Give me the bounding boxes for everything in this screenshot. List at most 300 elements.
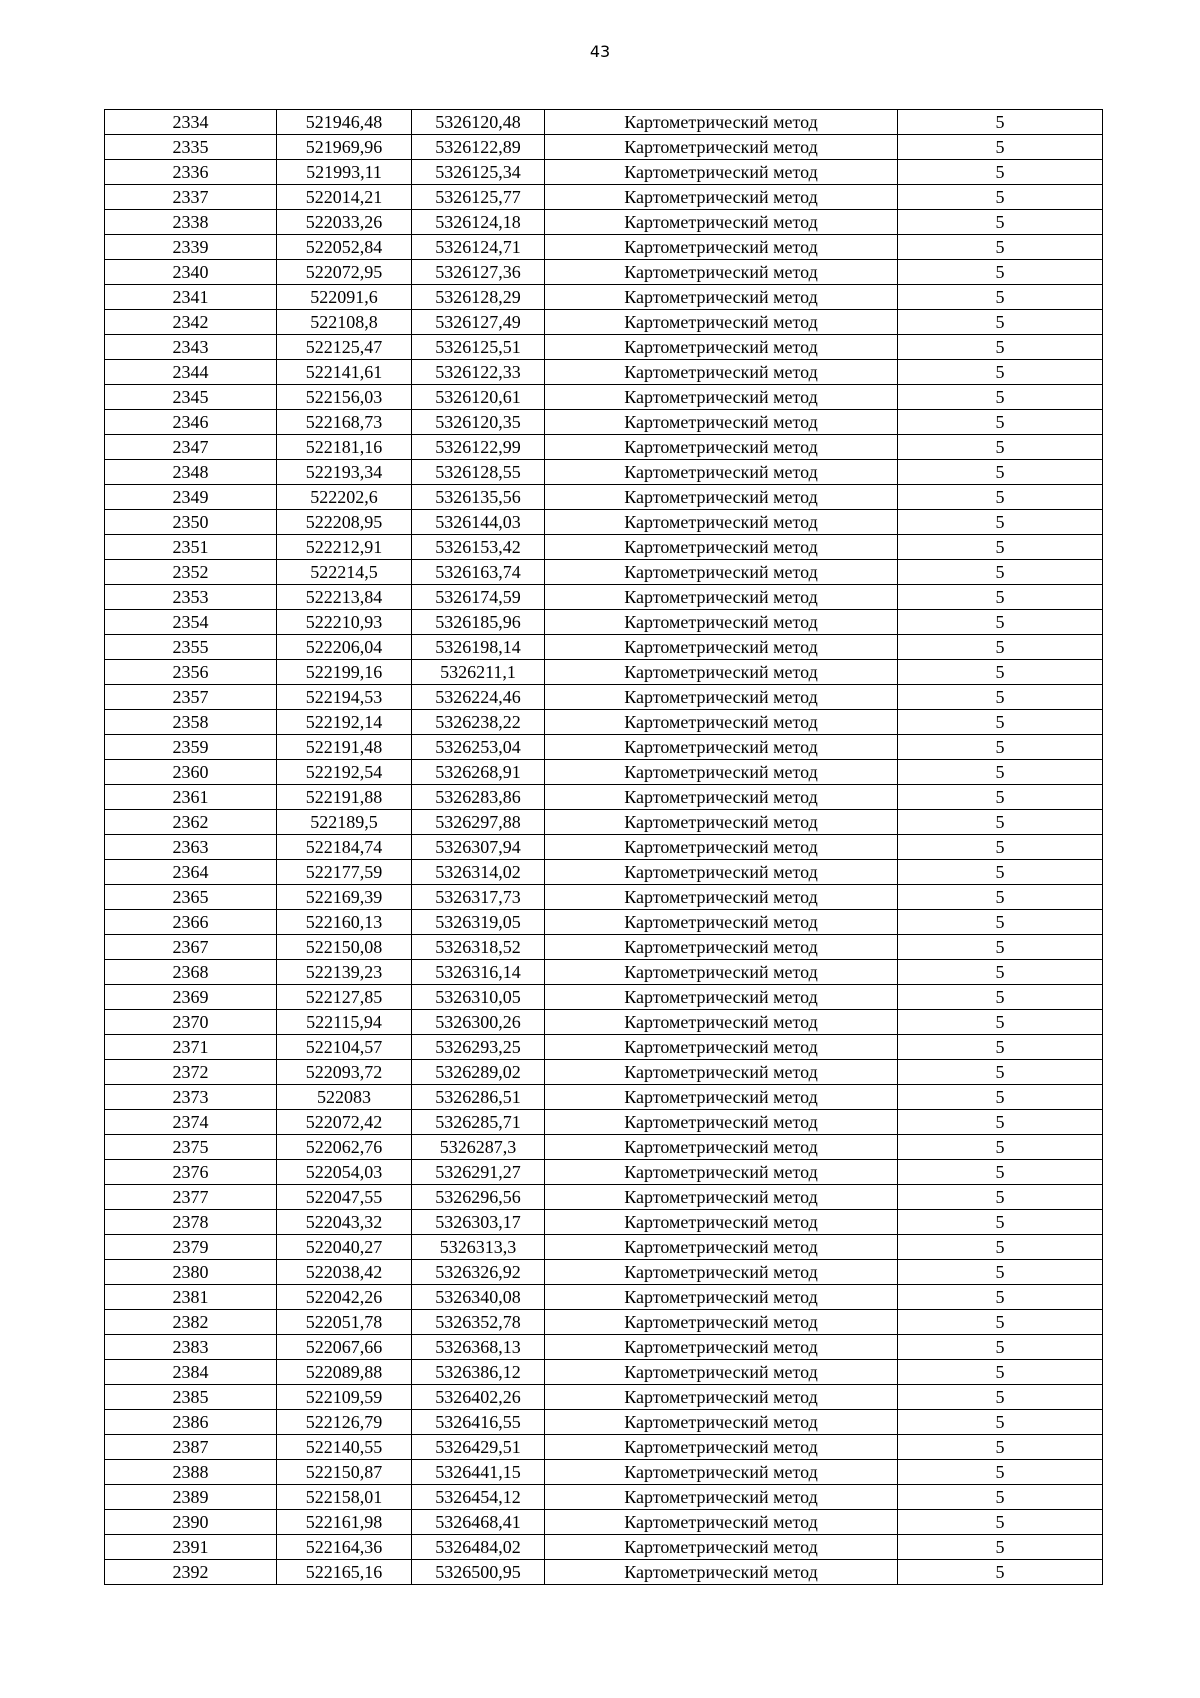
table-row xyxy=(105,1035,1103,1060)
y-coordinate-cell: 5326211,1 xyxy=(412,660,545,685)
method-cell: Картометрический метод xyxy=(545,785,898,810)
method-cell: Картометрический метод xyxy=(545,385,898,410)
y-coordinate-cell: 5326291,27 xyxy=(412,1160,545,1185)
point-number-cell: 2385 xyxy=(105,1385,277,1410)
x-coordinate-cell: 521993,11 xyxy=(277,160,412,185)
point-number-cell: 2334 xyxy=(105,110,277,135)
point-number-cell: 2379 xyxy=(105,1235,277,1260)
accuracy-cell: 5 xyxy=(898,585,1103,610)
point-number-cell: 2384 xyxy=(105,1360,277,1385)
table-row xyxy=(105,885,1103,910)
point-number-cell: 2337 xyxy=(105,185,277,210)
accuracy-cell: 5 xyxy=(898,1160,1103,1185)
table-row xyxy=(105,1410,1103,1435)
accuracy-cell: 5 xyxy=(898,760,1103,785)
x-coordinate-cell: 522089,88 xyxy=(277,1360,412,1385)
method-cell: Картометрический метод xyxy=(545,1335,898,1360)
method-cell: Картометрический метод xyxy=(545,985,898,1010)
y-coordinate-cell: 5326122,99 xyxy=(412,435,545,460)
x-coordinate-cell: 522072,42 xyxy=(277,1110,412,1135)
point-number-cell: 2346 xyxy=(105,410,277,435)
x-coordinate-cell: 522038,42 xyxy=(277,1260,412,1285)
point-number-cell: 2377 xyxy=(105,1185,277,1210)
x-coordinate-cell: 522189,5 xyxy=(277,810,412,835)
accuracy-cell: 5 xyxy=(898,160,1103,185)
y-coordinate-cell: 5326429,51 xyxy=(412,1435,545,1460)
accuracy-cell: 5 xyxy=(898,1510,1103,1535)
x-coordinate-cell: 522125,47 xyxy=(277,335,412,360)
y-coordinate-cell: 5326484,02 xyxy=(412,1535,545,1560)
accuracy-cell: 5 xyxy=(898,710,1103,735)
point-number-cell: 2343 xyxy=(105,335,277,360)
point-number-cell: 2361 xyxy=(105,785,277,810)
method-cell: Картометрический метод xyxy=(545,585,898,610)
accuracy-cell: 5 xyxy=(898,410,1103,435)
accuracy-cell: 5 xyxy=(898,735,1103,760)
accuracy-cell: 5 xyxy=(898,510,1103,535)
method-cell: Картометрический метод xyxy=(545,1010,898,1035)
method-cell: Картометрический метод xyxy=(545,1085,898,1110)
method-cell: Картометрический метод xyxy=(545,1060,898,1085)
y-coordinate-cell: 5326268,91 xyxy=(412,760,545,785)
table-row xyxy=(105,185,1103,210)
point-number-cell: 2363 xyxy=(105,835,277,860)
table-row xyxy=(105,1510,1103,1535)
method-cell: Картометрический метод xyxy=(545,710,898,735)
method-cell: Картометрический метод xyxy=(545,610,898,635)
y-coordinate-cell: 5326122,33 xyxy=(412,360,545,385)
coordinates-table-body xyxy=(105,110,1103,1585)
accuracy-cell: 5 xyxy=(898,1535,1103,1560)
y-coordinate-cell: 5326128,29 xyxy=(412,285,545,310)
point-number-cell: 2371 xyxy=(105,1035,277,1060)
table-row xyxy=(105,160,1103,185)
method-cell: Картометрический метод xyxy=(545,660,898,685)
y-coordinate-cell: 5326416,55 xyxy=(412,1410,545,1435)
y-coordinate-cell: 5326285,71 xyxy=(412,1110,545,1135)
y-coordinate-cell: 5326500,95 xyxy=(412,1560,545,1585)
method-cell: Картометрический метод xyxy=(545,535,898,560)
point-number-cell: 2362 xyxy=(105,810,277,835)
table-row xyxy=(105,810,1103,835)
point-number-cell: 2391 xyxy=(105,1535,277,1560)
x-coordinate-cell: 522093,72 xyxy=(277,1060,412,1085)
accuracy-cell: 5 xyxy=(898,385,1103,410)
accuracy-cell: 5 xyxy=(898,910,1103,935)
method-cell: Картометрический метод xyxy=(545,260,898,285)
x-coordinate-cell: 522212,91 xyxy=(277,535,412,560)
y-coordinate-cell: 5326307,94 xyxy=(412,835,545,860)
table-row xyxy=(105,660,1103,685)
x-coordinate-cell: 522168,73 xyxy=(277,410,412,435)
x-coordinate-cell: 522047,55 xyxy=(277,1185,412,1210)
point-number-cell: 2354 xyxy=(105,610,277,635)
accuracy-cell: 5 xyxy=(898,985,1103,1010)
y-coordinate-cell: 5326124,71 xyxy=(412,235,545,260)
table-row xyxy=(105,985,1103,1010)
x-coordinate-cell: 522091,6 xyxy=(277,285,412,310)
table-row xyxy=(105,785,1103,810)
x-coordinate-cell: 522139,23 xyxy=(277,960,412,985)
table-row xyxy=(105,1135,1103,1160)
table-row xyxy=(105,960,1103,985)
y-coordinate-cell: 5326238,22 xyxy=(412,710,545,735)
method-cell: Картометрический метод xyxy=(545,1285,898,1310)
point-number-cell: 2365 xyxy=(105,885,277,910)
y-coordinate-cell: 5326296,56 xyxy=(412,1185,545,1210)
y-coordinate-cell: 5326125,34 xyxy=(412,160,545,185)
x-coordinate-cell: 522126,79 xyxy=(277,1410,412,1435)
x-coordinate-cell: 522014,21 xyxy=(277,185,412,210)
y-coordinate-cell: 5326286,51 xyxy=(412,1085,545,1110)
accuracy-cell: 5 xyxy=(898,1335,1103,1360)
x-coordinate-cell: 522051,78 xyxy=(277,1310,412,1335)
accuracy-cell: 5 xyxy=(898,635,1103,660)
accuracy-cell: 5 xyxy=(898,1135,1103,1160)
table-row xyxy=(105,1060,1103,1085)
point-number-cell: 2351 xyxy=(105,535,277,560)
point-number-cell: 2358 xyxy=(105,710,277,735)
accuracy-cell: 5 xyxy=(898,1485,1103,1510)
x-coordinate-cell: 522033,26 xyxy=(277,210,412,235)
accuracy-cell: 5 xyxy=(898,535,1103,560)
accuracy-cell: 5 xyxy=(898,235,1103,260)
x-coordinate-cell: 522141,61 xyxy=(277,360,412,385)
method-cell: Картометрический метод xyxy=(545,835,898,860)
y-coordinate-cell: 5326124,18 xyxy=(412,210,545,235)
point-number-cell: 2387 xyxy=(105,1435,277,1460)
y-coordinate-cell: 5326317,73 xyxy=(412,885,545,910)
point-number-cell: 2352 xyxy=(105,560,277,585)
y-coordinate-cell: 5326127,49 xyxy=(412,310,545,335)
x-coordinate-cell: 522150,08 xyxy=(277,935,412,960)
x-coordinate-cell: 522210,93 xyxy=(277,610,412,635)
accuracy-cell: 5 xyxy=(898,1185,1103,1210)
x-coordinate-cell: 522202,6 xyxy=(277,485,412,510)
table-row xyxy=(105,460,1103,485)
y-coordinate-cell: 5326185,96 xyxy=(412,610,545,635)
table-row xyxy=(105,1335,1103,1360)
method-cell: Картометрический метод xyxy=(545,185,898,210)
point-number-cell: 2356 xyxy=(105,660,277,685)
table-row xyxy=(105,335,1103,360)
y-coordinate-cell: 5326125,77 xyxy=(412,185,545,210)
x-coordinate-cell: 522127,85 xyxy=(277,985,412,1010)
accuracy-cell: 5 xyxy=(898,1260,1103,1285)
table-row xyxy=(105,210,1103,235)
x-coordinate-cell: 522181,16 xyxy=(277,435,412,460)
accuracy-cell: 5 xyxy=(898,360,1103,385)
accuracy-cell: 5 xyxy=(898,935,1103,960)
page-number: 43 xyxy=(589,42,611,61)
table-row xyxy=(105,1485,1103,1510)
accuracy-cell: 5 xyxy=(898,110,1103,135)
table-row xyxy=(105,1535,1103,1560)
y-coordinate-cell: 5326314,02 xyxy=(412,860,545,885)
method-cell: Картометрический метод xyxy=(545,1235,898,1260)
y-coordinate-cell: 5326144,03 xyxy=(412,510,545,535)
y-coordinate-cell: 5326368,13 xyxy=(412,1335,545,1360)
y-coordinate-cell: 5326310,05 xyxy=(412,985,545,1010)
table-row xyxy=(105,285,1103,310)
accuracy-cell: 5 xyxy=(898,185,1103,210)
method-cell: Картометрический метод xyxy=(545,1385,898,1410)
accuracy-cell: 5 xyxy=(898,1235,1103,1260)
method-cell: Картометрический метод xyxy=(545,685,898,710)
x-coordinate-cell: 522208,95 xyxy=(277,510,412,535)
accuracy-cell: 5 xyxy=(898,1560,1103,1585)
point-number-cell: 2370 xyxy=(105,1010,277,1035)
accuracy-cell: 5 xyxy=(898,460,1103,485)
y-coordinate-cell: 5326326,92 xyxy=(412,1260,545,1285)
method-cell: Картометрический метод xyxy=(545,1410,898,1435)
x-coordinate-cell: 522213,84 xyxy=(277,585,412,610)
table-row xyxy=(105,360,1103,385)
accuracy-cell: 5 xyxy=(898,1460,1103,1485)
x-coordinate-cell: 521946,48 xyxy=(277,110,412,135)
x-coordinate-cell: 522191,88 xyxy=(277,785,412,810)
x-coordinate-cell: 522191,48 xyxy=(277,735,412,760)
accuracy-cell: 5 xyxy=(898,685,1103,710)
method-cell: Картометрический метод xyxy=(545,485,898,510)
point-number-cell: 2359 xyxy=(105,735,277,760)
method-cell: Картометрический метод xyxy=(545,885,898,910)
x-coordinate-cell: 522109,59 xyxy=(277,1385,412,1410)
y-coordinate-cell: 5326402,26 xyxy=(412,1385,545,1410)
point-number-cell: 2336 xyxy=(105,160,277,185)
y-coordinate-cell: 5326120,48 xyxy=(412,110,545,135)
x-coordinate-cell: 522160,13 xyxy=(277,910,412,935)
point-number-cell: 2390 xyxy=(105,1510,277,1535)
table-row xyxy=(105,135,1103,160)
point-number-cell: 2368 xyxy=(105,960,277,985)
point-number-cell: 2360 xyxy=(105,760,277,785)
y-coordinate-cell: 5326135,56 xyxy=(412,485,545,510)
accuracy-cell: 5 xyxy=(898,260,1103,285)
method-cell: Картометрический метод xyxy=(545,435,898,460)
y-coordinate-cell: 5326316,14 xyxy=(412,960,545,985)
x-coordinate-cell: 522161,98 xyxy=(277,1510,412,1535)
point-number-cell: 2376 xyxy=(105,1160,277,1185)
table-row xyxy=(105,535,1103,560)
x-coordinate-cell: 522199,16 xyxy=(277,660,412,685)
method-cell: Картометрический метод xyxy=(545,760,898,785)
method-cell: Картометрический метод xyxy=(545,1535,898,1560)
table-row xyxy=(105,935,1103,960)
table-row xyxy=(105,635,1103,660)
x-coordinate-cell: 522067,66 xyxy=(277,1335,412,1360)
x-coordinate-cell: 522104,57 xyxy=(277,1035,412,1060)
accuracy-cell: 5 xyxy=(898,335,1103,360)
y-coordinate-cell: 5326297,88 xyxy=(412,810,545,835)
point-number-cell: 2388 xyxy=(105,1460,277,1485)
method-cell: Картометрический метод xyxy=(545,1435,898,1460)
x-coordinate-cell: 522115,94 xyxy=(277,1010,412,1035)
table-row xyxy=(105,410,1103,435)
table-row xyxy=(105,1435,1103,1460)
accuracy-cell: 5 xyxy=(898,1060,1103,1085)
y-coordinate-cell: 5326300,26 xyxy=(412,1010,545,1035)
y-coordinate-cell: 5326125,51 xyxy=(412,335,545,360)
accuracy-cell: 5 xyxy=(898,1110,1103,1135)
x-coordinate-cell: 522214,5 xyxy=(277,560,412,585)
method-cell: Картометрический метод xyxy=(545,335,898,360)
x-coordinate-cell: 521969,96 xyxy=(277,135,412,160)
point-number-cell: 2347 xyxy=(105,435,277,460)
accuracy-cell: 5 xyxy=(898,435,1103,460)
point-number-cell: 2382 xyxy=(105,1310,277,1335)
y-coordinate-cell: 5326386,12 xyxy=(412,1360,545,1385)
y-coordinate-cell: 5326120,61 xyxy=(412,385,545,410)
x-coordinate-cell: 522193,34 xyxy=(277,460,412,485)
point-number-cell: 2348 xyxy=(105,460,277,485)
accuracy-cell: 5 xyxy=(898,560,1103,585)
point-number-cell: 2341 xyxy=(105,285,277,310)
method-cell: Картометрический метод xyxy=(545,1260,898,1285)
table-row xyxy=(105,1260,1103,1285)
point-number-cell: 2339 xyxy=(105,235,277,260)
point-number-cell: 2355 xyxy=(105,635,277,660)
x-coordinate-cell: 522052,84 xyxy=(277,235,412,260)
x-coordinate-cell: 522040,27 xyxy=(277,1235,412,1260)
accuracy-cell: 5 xyxy=(898,660,1103,685)
point-number-cell: 2364 xyxy=(105,860,277,885)
y-coordinate-cell: 5326198,14 xyxy=(412,635,545,660)
x-coordinate-cell: 522083 xyxy=(277,1085,412,1110)
x-coordinate-cell: 522165,16 xyxy=(277,1560,412,1585)
x-coordinate-cell: 522192,14 xyxy=(277,710,412,735)
x-coordinate-cell: 522150,87 xyxy=(277,1460,412,1485)
table-row xyxy=(105,610,1103,635)
method-cell: Картометрический метод xyxy=(545,360,898,385)
y-coordinate-cell: 5326318,52 xyxy=(412,935,545,960)
table-row xyxy=(105,1385,1103,1410)
accuracy-cell: 5 xyxy=(898,1010,1103,1035)
x-coordinate-cell: 522164,36 xyxy=(277,1535,412,1560)
table-row xyxy=(105,110,1103,135)
accuracy-cell: 5 xyxy=(898,210,1103,235)
point-number-cell: 2367 xyxy=(105,935,277,960)
point-number-cell: 2374 xyxy=(105,1110,277,1135)
table-row xyxy=(105,735,1103,760)
x-coordinate-cell: 522177,59 xyxy=(277,860,412,885)
method-cell: Картометрический метод xyxy=(545,635,898,660)
x-coordinate-cell: 522169,39 xyxy=(277,885,412,910)
x-coordinate-cell: 522054,03 xyxy=(277,1160,412,1185)
accuracy-cell: 5 xyxy=(898,1385,1103,1410)
y-coordinate-cell: 5326287,3 xyxy=(412,1135,545,1160)
method-cell: Картометрический метод xyxy=(545,935,898,960)
accuracy-cell: 5 xyxy=(898,835,1103,860)
x-coordinate-cell: 522072,95 xyxy=(277,260,412,285)
x-coordinate-cell: 522158,01 xyxy=(277,1485,412,1510)
y-coordinate-cell: 5326293,25 xyxy=(412,1035,545,1060)
method-cell: Картометрический метод xyxy=(545,1210,898,1235)
table-row xyxy=(105,1185,1103,1210)
method-cell: Картометрический метод xyxy=(545,960,898,985)
point-number-cell: 2340 xyxy=(105,260,277,285)
point-number-cell: 2342 xyxy=(105,310,277,335)
accuracy-cell: 5 xyxy=(898,1285,1103,1310)
method-cell: Картометрический метод xyxy=(545,860,898,885)
table-row xyxy=(105,860,1103,885)
accuracy-cell: 5 xyxy=(898,1435,1103,1460)
y-coordinate-cell: 5326340,08 xyxy=(412,1285,545,1310)
method-cell: Картометрический метод xyxy=(545,1135,898,1160)
accuracy-cell: 5 xyxy=(898,285,1103,310)
method-cell: Картометрический метод xyxy=(545,1310,898,1335)
method-cell: Картометрический метод xyxy=(545,510,898,535)
table-row xyxy=(105,685,1103,710)
method-cell: Картометрический метод xyxy=(545,235,898,260)
table-row xyxy=(105,1360,1103,1385)
point-number-cell: 2345 xyxy=(105,385,277,410)
table-row xyxy=(105,760,1103,785)
x-coordinate-cell: 522140,55 xyxy=(277,1435,412,1460)
point-number-cell: 2338 xyxy=(105,210,277,235)
accuracy-cell: 5 xyxy=(898,135,1103,160)
method-cell: Картометрический метод xyxy=(545,1560,898,1585)
accuracy-cell: 5 xyxy=(898,610,1103,635)
accuracy-cell: 5 xyxy=(898,1085,1103,1110)
table-row xyxy=(105,560,1103,585)
point-number-cell: 2369 xyxy=(105,985,277,1010)
y-coordinate-cell: 5326283,86 xyxy=(412,785,545,810)
table-row xyxy=(105,385,1103,410)
method-cell: Картометрический метод xyxy=(545,210,898,235)
point-number-cell: 2381 xyxy=(105,1285,277,1310)
y-coordinate-cell: 5326224,46 xyxy=(412,685,545,710)
method-cell: Картометрический метод xyxy=(545,735,898,760)
y-coordinate-cell: 5326454,12 xyxy=(412,1485,545,1510)
table-row xyxy=(105,435,1103,460)
y-coordinate-cell: 5326153,42 xyxy=(412,535,545,560)
table-row xyxy=(105,1160,1103,1185)
point-number-cell: 2373 xyxy=(105,1085,277,1110)
y-coordinate-cell: 5326128,55 xyxy=(412,460,545,485)
table-row xyxy=(105,1310,1103,1335)
y-coordinate-cell: 5326289,02 xyxy=(412,1060,545,1085)
y-coordinate-cell: 5326174,59 xyxy=(412,585,545,610)
table-row xyxy=(105,1210,1103,1235)
point-number-cell: 2353 xyxy=(105,585,277,610)
point-number-cell: 2389 xyxy=(105,1485,277,1510)
method-cell: Картометрический метод xyxy=(545,310,898,335)
method-cell: Картометрический метод xyxy=(545,110,898,135)
y-coordinate-cell: 5326303,17 xyxy=(412,1210,545,1235)
y-coordinate-cell: 5326319,05 xyxy=(412,910,545,935)
point-number-cell: 2375 xyxy=(105,1135,277,1160)
y-coordinate-cell: 5326120,35 xyxy=(412,410,545,435)
table-row xyxy=(105,485,1103,510)
accuracy-cell: 5 xyxy=(898,1410,1103,1435)
accuracy-cell: 5 xyxy=(898,1210,1103,1235)
x-coordinate-cell: 522184,74 xyxy=(277,835,412,860)
table-row xyxy=(105,910,1103,935)
point-number-cell: 2378 xyxy=(105,1210,277,1235)
accuracy-cell: 5 xyxy=(898,310,1103,335)
method-cell: Картометрический метод xyxy=(545,285,898,310)
table-row xyxy=(105,585,1103,610)
point-number-cell: 2383 xyxy=(105,1335,277,1360)
method-cell: Картометрический метод xyxy=(545,135,898,160)
accuracy-cell: 5 xyxy=(898,785,1103,810)
method-cell: Картометрический метод xyxy=(545,460,898,485)
table-row xyxy=(105,835,1103,860)
x-coordinate-cell: 522206,04 xyxy=(277,635,412,660)
y-coordinate-cell: 5326122,89 xyxy=(412,135,545,160)
x-coordinate-cell: 522042,26 xyxy=(277,1285,412,1310)
